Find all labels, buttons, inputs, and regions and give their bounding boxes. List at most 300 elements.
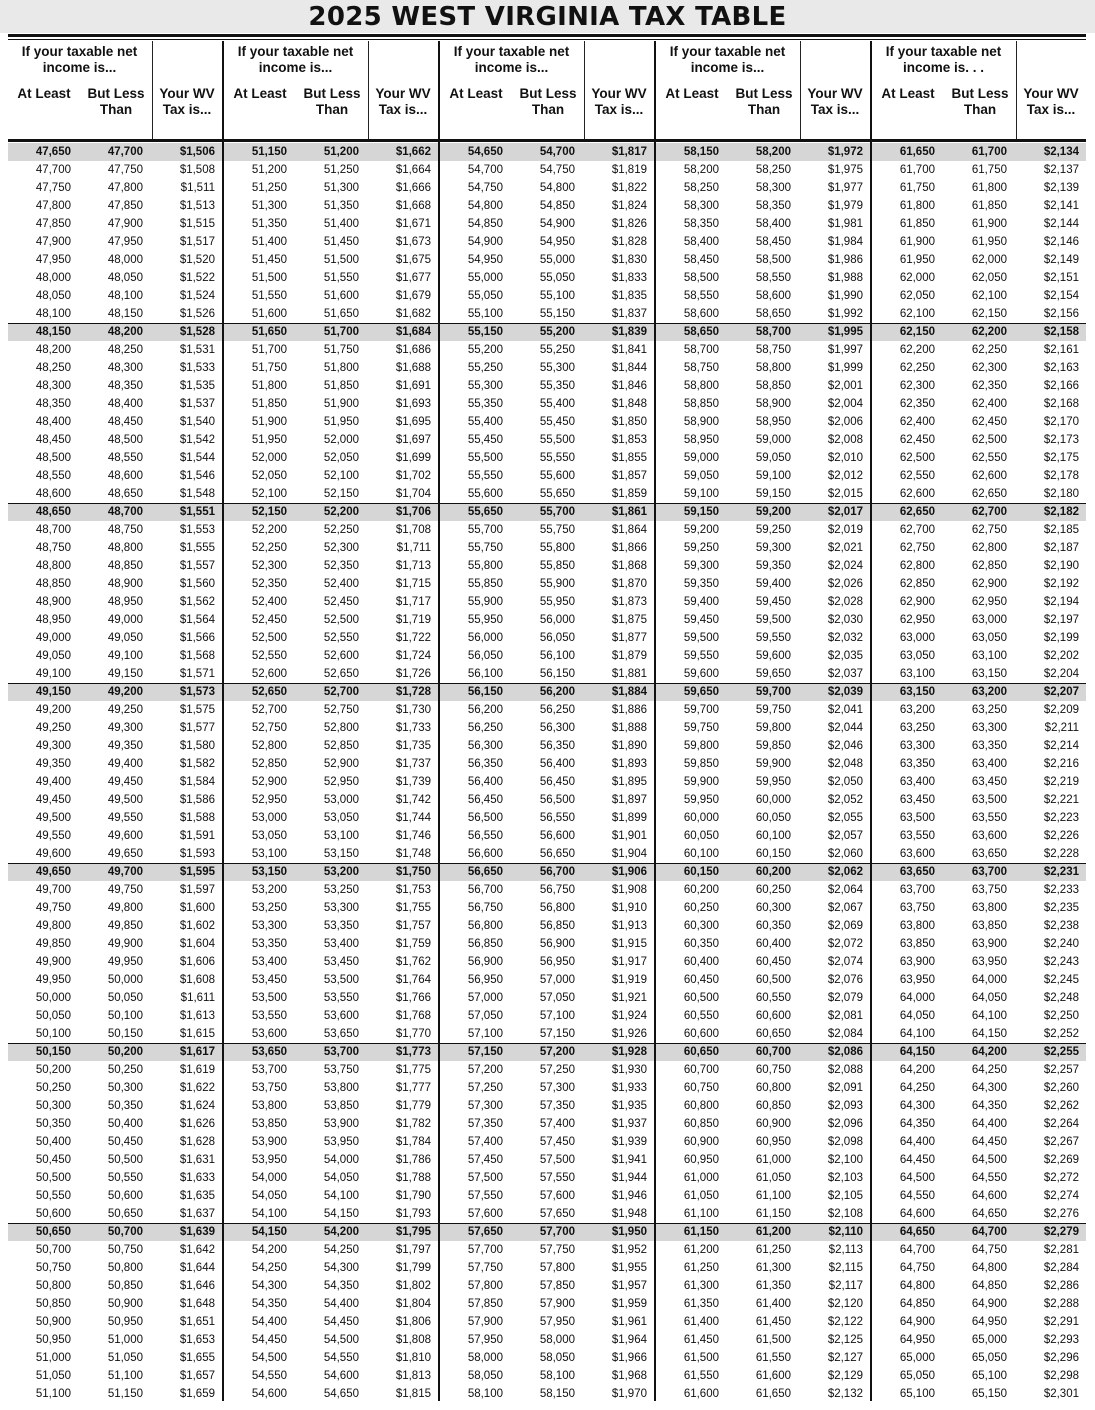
table-row [440, 899, 654, 917]
tax-cell: $1,659 [179, 1388, 215, 1400]
tax-cell: $2,137 [1043, 164, 1079, 176]
at-least-cell: 48,650 [35, 506, 71, 518]
but-less-than-cell: 62,800 [971, 542, 1007, 554]
tax-cell: $2,190 [1043, 560, 1079, 572]
table-row [224, 1079, 438, 1097]
at-least-cell: 56,700 [467, 884, 503, 896]
at-least-cell: 63,900 [899, 956, 935, 968]
at-least-cell: 62,100 [899, 308, 935, 320]
tax-cell: $1,742 [395, 794, 431, 806]
table-row [224, 953, 438, 971]
table-row [872, 287, 1086, 305]
at-least-cell: 63,650 [899, 866, 935, 878]
at-least-cell: 59,100 [683, 488, 719, 500]
but-less-than-cell: 50,300 [107, 1082, 143, 1094]
table-row [656, 809, 870, 827]
but-less-than-cell: 48,250 [107, 344, 143, 356]
income-heading: If your taxable net income is... [669, 44, 786, 75]
but-less-than-cell: 52,200 [323, 506, 359, 518]
tax-cell: $2,081 [827, 1010, 863, 1022]
table-row [224, 971, 438, 989]
at-least-cell: 62,650 [899, 506, 935, 518]
table-row [656, 629, 870, 647]
table-row [440, 755, 654, 773]
table-row [440, 575, 654, 593]
at-least-cell: 57,250 [467, 1082, 503, 1094]
tax-cell: $1,520 [179, 254, 215, 266]
tax-cell: $2,170 [1043, 416, 1079, 428]
but-less-than-cell: 60,600 [755, 1010, 791, 1022]
at-least-cell: 64,350 [899, 1118, 935, 1130]
tax-cell: $1,635 [179, 1190, 215, 1202]
at-least-cell: 53,350 [251, 938, 287, 950]
income-heading: If your taxable net income is... [21, 44, 138, 75]
tax-cell: $2,139 [1043, 182, 1079, 194]
at-least-cell: 56,800 [467, 920, 503, 932]
header-divider [1016, 41, 1017, 142]
but-less-than-cell: 62,250 [971, 344, 1007, 356]
tax-cell: $1,784 [395, 1136, 431, 1148]
at-least-cell: 47,750 [35, 182, 71, 194]
but-less-than-cell: 59,350 [755, 560, 791, 572]
table-row [440, 251, 654, 269]
but-less-than-cell: 63,700 [971, 866, 1007, 878]
at-least-cell: 48,750 [35, 542, 71, 554]
tax-cell: $1,841 [611, 344, 647, 356]
but-less-than-cell: 62,050 [971, 272, 1007, 284]
tax-cell: $1,699 [395, 452, 431, 464]
but-less-than-cell: 47,850 [107, 200, 143, 212]
header-rule [440, 139, 654, 142]
tax-cell: $2,100 [827, 1154, 863, 1166]
tax-cell: $2,149 [1043, 254, 1079, 266]
tax-cell: $2,211 [1044, 722, 1079, 734]
tax-cell: $2,134 [1043, 146, 1079, 158]
at-least-cell: 49,400 [35, 776, 71, 788]
table-row [8, 719, 222, 737]
at-least-cell: 52,650 [251, 686, 287, 698]
at-least-cell: 55,800 [467, 560, 503, 572]
tax-cell: $1,928 [611, 1046, 647, 1058]
table-row [224, 449, 438, 467]
table-row [872, 251, 1086, 269]
at-least-cell: 48,400 [35, 416, 71, 428]
at-least-cell: 64,050 [899, 1010, 935, 1022]
at-least-cell: 61,300 [683, 1280, 719, 1292]
tax-cell: $1,711 [396, 542, 431, 554]
at-least-cell: 54,100 [251, 1208, 287, 1220]
but-less-than-cell: 61,650 [755, 1388, 791, 1400]
but-less-than-cell: 61,150 [755, 1208, 791, 1220]
at-least-cell: 62,400 [899, 416, 935, 428]
but-less-than-cell: 52,000 [323, 434, 359, 446]
but-less-than-cell: 48,550 [107, 452, 143, 464]
at-least-cell: 50,750 [35, 1262, 71, 1274]
at-least-cell: 51,000 [35, 1352, 71, 1364]
but-less-than-cell: 58,300 [755, 182, 791, 194]
table-row [656, 773, 870, 791]
at-least-cell: 54,850 [467, 218, 503, 230]
but-less-than-cell: 56,850 [539, 920, 575, 932]
tax-cell: $1,724 [395, 650, 431, 662]
table-row [872, 1061, 1086, 1079]
but-less-than-cell: 53,500 [323, 974, 359, 986]
but-less-than-cell: 48,050 [107, 272, 143, 284]
table-row [656, 611, 870, 629]
tax-cell: $2,144 [1043, 218, 1079, 230]
at-least-cell: 57,500 [467, 1172, 503, 1184]
at-least-cell: 59,200 [683, 524, 719, 536]
tax-cell: $1,988 [827, 272, 863, 284]
but-less-than-cell: 49,000 [107, 614, 143, 626]
tax-cell: $2,233 [1043, 884, 1079, 896]
but-less-than-cell: 49,850 [107, 920, 143, 932]
table-row [872, 1205, 1086, 1223]
at-least-cell: 64,600 [899, 1208, 935, 1220]
table-row [8, 1241, 222, 1259]
at-least-cell: 49,600 [35, 848, 71, 860]
table-rows [656, 143, 870, 1403]
table-row [440, 971, 654, 989]
tax-cell: $2,228 [1043, 848, 1079, 860]
at-least-cell: 61,600 [683, 1388, 719, 1400]
table-row [656, 233, 870, 251]
table-row [872, 1133, 1086, 1151]
at-least-cell: 62,250 [899, 362, 935, 374]
but-less-than-cell: 53,650 [323, 1028, 359, 1040]
tax-cell: $1,875 [611, 614, 647, 626]
tax-cell: $1,904 [611, 848, 647, 860]
at-least-cell: 49,100 [35, 668, 71, 680]
but-less-than-cell: 64,000 [971, 974, 1007, 986]
header-rule [8, 139, 222, 142]
but-less-than-cell: 50,550 [107, 1172, 143, 1184]
tax-cell: $1,877 [611, 632, 647, 644]
tax-cell: $1,679 [395, 290, 431, 302]
but-less-than-cell: 58,800 [755, 362, 791, 374]
table-row [8, 467, 222, 485]
table-row [440, 1313, 654, 1331]
table-block-4 [656, 41, 870, 1401]
but-less-than-cell: 57,600 [539, 1190, 575, 1202]
tax-cell: $1,544 [179, 452, 215, 464]
table-row [440, 323, 654, 341]
tax-cell: $1,899 [611, 812, 647, 824]
at-least-cell: 62,300 [899, 380, 935, 392]
tax-cell: $2,108 [827, 1208, 863, 1220]
at-least-cell: 51,450 [251, 254, 287, 266]
tax-cell: $1,588 [179, 812, 215, 824]
table-row [224, 161, 438, 179]
tax-cell: $1,566 [179, 632, 215, 644]
table-row [656, 1061, 870, 1079]
at-least-cell: 55,900 [467, 596, 503, 608]
tax-cell: $1,879 [611, 650, 647, 662]
tax-cell: $1,526 [179, 308, 215, 320]
table-row [8, 305, 222, 323]
at-least-cell: 63,950 [899, 974, 935, 986]
but-less-than-cell: 55,000 [539, 254, 575, 266]
tax-cell: $2,223 [1043, 812, 1079, 824]
table-row [656, 1331, 870, 1349]
table-row [8, 215, 222, 233]
table-row [872, 179, 1086, 197]
at-least-cell: 53,950 [251, 1154, 287, 1166]
but-less-than-cell: 61,300 [755, 1262, 791, 1274]
at-least-cell: 59,750 [683, 722, 719, 734]
tax-cell: $1,646 [179, 1280, 215, 1292]
tax-cell: $2,279 [1043, 1226, 1079, 1238]
but-less-than-cell: 63,750 [971, 884, 1007, 896]
tax-cell: $1,624 [179, 1100, 215, 1112]
table-row [656, 305, 870, 323]
table-row [656, 359, 870, 377]
at-least-cell: 54,300 [251, 1280, 287, 1292]
table-row [656, 1223, 870, 1241]
table-row [440, 1007, 654, 1025]
table-row [8, 1349, 222, 1367]
tax-cell: $1,604 [179, 938, 215, 950]
at-least-cell: 56,000 [467, 632, 503, 644]
table-row [8, 647, 222, 665]
tax-cell: $1,995 [827, 326, 863, 338]
tax-cell: $1,957 [611, 1280, 647, 1292]
table-row [656, 845, 870, 863]
table-row [224, 1187, 438, 1205]
table-row [224, 665, 438, 683]
at-least-header: At Least [449, 86, 503, 101]
table-row [440, 233, 654, 251]
table-row [224, 1061, 438, 1079]
table-row [872, 881, 1086, 899]
tax-cell: $1,528 [179, 326, 215, 338]
at-least-cell: 47,900 [35, 236, 71, 248]
but-less-than-cell: 48,650 [107, 488, 143, 500]
table-row [872, 809, 1086, 827]
table-row [656, 1151, 870, 1169]
table-row [656, 827, 870, 845]
table-row [656, 737, 870, 755]
at-least-cell: 51,250 [251, 182, 287, 194]
table-row [656, 395, 870, 413]
but-less-than-cell: 65,050 [971, 1352, 1007, 1364]
table-row [656, 1205, 870, 1223]
tax-cell: $1,848 [611, 398, 647, 410]
table-row [656, 881, 870, 899]
tax-cell: $1,735 [395, 740, 431, 752]
table-row [224, 1367, 438, 1385]
tax-cell: $1,966 [611, 1352, 647, 1364]
at-least-cell: 61,350 [683, 1298, 719, 1310]
table-row [8, 953, 222, 971]
at-least-cell: 49,150 [35, 686, 71, 698]
but-less-than-cell: 62,650 [971, 488, 1007, 500]
tax-cell: $1,881 [611, 668, 647, 680]
tax-cell: $1,826 [611, 218, 647, 230]
tax-cell: $1,984 [827, 236, 863, 248]
at-least-cell: 50,350 [35, 1118, 71, 1130]
at-least-cell: 61,450 [683, 1334, 719, 1346]
at-least-cell: 55,450 [467, 434, 503, 446]
table-row [8, 1259, 222, 1277]
tax-cell: $1,793 [395, 1208, 431, 1220]
at-least-cell: 58,050 [467, 1370, 503, 1382]
at-least-cell: 64,300 [899, 1100, 935, 1112]
but-less-than-cell: 53,700 [323, 1046, 359, 1058]
header-rule [224, 139, 438, 142]
table-row [656, 1007, 870, 1025]
table-row [224, 521, 438, 539]
but-less-than-cell: 51,250 [323, 164, 359, 176]
table-row [872, 503, 1086, 521]
table-row [440, 1115, 654, 1133]
tax-cell: $2,055 [827, 812, 863, 824]
tax-cell: $1,728 [395, 686, 431, 698]
at-least-cell: 63,550 [899, 830, 935, 842]
at-least-cell: 51,750 [251, 362, 287, 374]
but-less-than-cell: 58,600 [755, 290, 791, 302]
but-less-than-cell: 56,300 [539, 722, 575, 734]
but-less-than-cell: 50,600 [107, 1190, 143, 1202]
but-less-than-cell: 63,450 [971, 776, 1007, 788]
but-less-than-cell: 58,350 [755, 200, 791, 212]
table-row [8, 1151, 222, 1169]
table-row [656, 1079, 870, 1097]
tax-cell: $1,626 [179, 1118, 215, 1130]
tax-cell: $1,666 [395, 182, 431, 194]
but-less-than-cell: 58,550 [755, 272, 791, 284]
table-row [872, 611, 1086, 629]
but-less-than-cell: 55,550 [539, 452, 575, 464]
tax-cell: $1,979 [827, 200, 863, 212]
but-less-than-cell: 55,050 [539, 272, 575, 284]
table-row [440, 1241, 654, 1259]
but-less-than-cell: 56,450 [539, 776, 575, 788]
at-least-cell: 52,900 [251, 776, 287, 788]
tax-cell: $2,178 [1043, 470, 1079, 482]
at-least-cell: 61,400 [683, 1316, 719, 1328]
tax-cell: $2,146 [1043, 236, 1079, 248]
at-least-cell: 64,700 [899, 1244, 935, 1256]
but-less-than-cell: 64,600 [971, 1190, 1007, 1202]
but-less-than-cell: 55,750 [539, 524, 575, 536]
tax-cell: $2,245 [1043, 974, 1079, 986]
at-least-cell: 59,400 [683, 596, 719, 608]
at-least-cell: 60,150 [683, 866, 719, 878]
at-least-cell: 55,550 [467, 470, 503, 482]
tax-cell: $2,046 [827, 740, 863, 752]
but-less-than-cell: 54,650 [323, 1388, 359, 1400]
tax-cell: $2,207 [1043, 686, 1079, 698]
table-row [224, 917, 438, 935]
but-less-than-cell: 63,250 [971, 704, 1007, 716]
table-row [872, 1151, 1086, 1169]
table-row [8, 341, 222, 359]
but-less-than-cell: 50,000 [107, 974, 143, 986]
but-less-than-cell: 62,900 [971, 578, 1007, 590]
tax-cell: $1,952 [611, 1244, 647, 1256]
but-less-than-cell: 64,150 [971, 1028, 1007, 1040]
table-row [440, 503, 654, 521]
tax-cell: $2,173 [1043, 434, 1079, 446]
at-least-cell: 52,300 [251, 560, 287, 572]
table-row [872, 1259, 1086, 1277]
at-least-cell: 48,700 [35, 524, 71, 536]
tax-cell: $2,125 [827, 1334, 863, 1346]
but-less-than-cell: 61,850 [971, 200, 1007, 212]
table-row [872, 1025, 1086, 1043]
tax-cell: $2,231 [1043, 866, 1079, 878]
at-least-cell: 53,150 [251, 866, 287, 878]
but-less-than-cell: 57,100 [539, 1010, 575, 1022]
wv-tax-header: Your WV Tax is... [1023, 86, 1079, 117]
but-less-than-cell: 48,900 [107, 578, 143, 590]
tax-cell: $2,257 [1043, 1064, 1079, 1076]
at-least-cell: 62,900 [899, 596, 935, 608]
tax-cell: $2,117 [828, 1280, 863, 1292]
at-least-cell: 48,250 [35, 362, 71, 374]
at-least-cell: 60,750 [683, 1082, 719, 1094]
table-row [440, 521, 654, 539]
but-less-than-cell: 52,450 [323, 596, 359, 608]
but-less-than-cell: 63,600 [971, 830, 1007, 842]
at-least-cell: 53,700 [251, 1064, 287, 1076]
at-least-cell: 53,050 [251, 830, 287, 842]
table-row [872, 575, 1086, 593]
tax-cell: $1,972 [827, 146, 863, 158]
table-row [872, 1367, 1086, 1385]
tax-cell: $1,702 [395, 470, 431, 482]
but-less-than-cell: 58,850 [755, 380, 791, 392]
table-row [656, 647, 870, 665]
tax-cell: $1,808 [395, 1334, 431, 1346]
but-less-than-cell: 51,500 [323, 254, 359, 266]
but-less-than-cell: 59,750 [755, 704, 791, 716]
tax-cell: $2,276 [1043, 1208, 1079, 1220]
at-least-cell: 57,900 [467, 1316, 503, 1328]
at-least-cell: 58,150 [683, 146, 719, 158]
table-row [872, 1097, 1086, 1115]
table-row [224, 1151, 438, 1169]
but-less-than-cell: 50,350 [107, 1100, 143, 1112]
table-row [224, 323, 438, 341]
at-least-cell: 63,800 [899, 920, 935, 932]
at-least-cell: 57,050 [467, 1010, 503, 1022]
table-row [656, 935, 870, 953]
at-least-cell: 56,900 [467, 956, 503, 968]
at-least-cell: 64,800 [899, 1280, 935, 1292]
but-less-than-cell: 48,950 [107, 596, 143, 608]
but-less-than-cell: 57,850 [539, 1280, 575, 1292]
table-row [8, 377, 222, 395]
at-least-cell: 59,450 [683, 614, 719, 626]
tax-cell: $1,615 [179, 1028, 215, 1040]
tax-cell: $1,671 [395, 218, 431, 230]
tax-cell: $2,158 [1043, 326, 1079, 338]
at-least-cell: 63,050 [899, 650, 935, 662]
tax-cell: $2,006 [827, 416, 863, 428]
but-less-than-cell: 57,450 [539, 1136, 575, 1148]
but-less-than-cell: 50,900 [107, 1298, 143, 1310]
at-least-cell: 57,400 [467, 1136, 503, 1148]
table-row [656, 791, 870, 809]
tax-cell: $2,197 [1043, 614, 1079, 626]
header-divider [152, 41, 153, 142]
but-less-than-cell: 49,500 [107, 794, 143, 806]
tax-cell: $1,719 [395, 614, 431, 626]
at-least-cell: 58,800 [683, 380, 719, 392]
but-less-than-cell: 51,050 [107, 1352, 143, 1364]
